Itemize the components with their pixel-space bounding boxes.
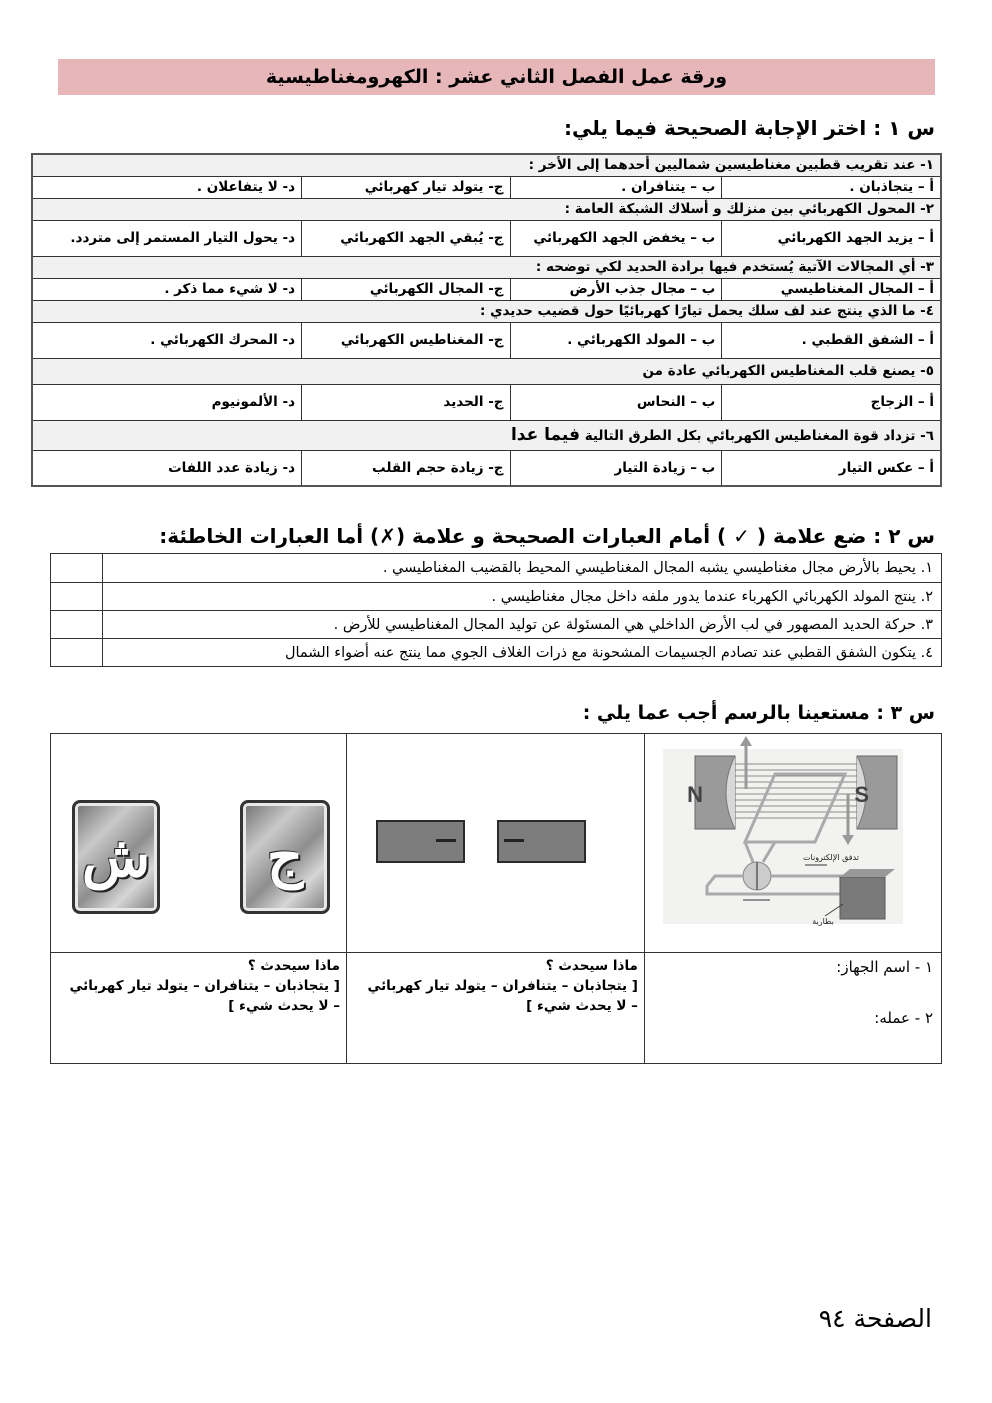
svg-text:N: N bbox=[687, 782, 703, 807]
answer-mark-cell[interactable] bbox=[51, 554, 103, 583]
option-d[interactable]: د- لا يتفاعلان . bbox=[32, 176, 302, 198]
option-d[interactable]: د- الألمونيوم bbox=[32, 384, 302, 420]
option-c[interactable]: ج- المجال الكهربائي bbox=[302, 278, 511, 300]
svg-text:تدفق الإلكترونات: تدفق الإلكترونات bbox=[802, 853, 859, 862]
letter-tile-jeem bbox=[240, 800, 330, 914]
option-b[interactable]: ب – مجال جذب الأرض bbox=[510, 278, 722, 300]
option-c[interactable]: ج- الحديد bbox=[302, 384, 511, 420]
option-d[interactable]: د- المحرك الكهربائي . bbox=[32, 322, 302, 358]
question-stem-row bbox=[32, 256, 941, 278]
option-b[interactable]: ب – زيادة التيار bbox=[510, 450, 722, 486]
electric-motor-diagram bbox=[645, 734, 941, 951]
choices-line-2: – لا يحدث شيء ] bbox=[228, 998, 340, 1014]
choices-line-1: [ يتجاذبان – يتنافران – يتولد تيار كهربائي bbox=[367, 978, 638, 994]
option-a[interactable]: أ – يزيد الجهد الكهربائي bbox=[722, 220, 941, 256]
option-d[interactable]: د- زيادة عدد اللفات bbox=[32, 450, 302, 486]
answer-row bbox=[51, 953, 942, 1064]
option-a[interactable]: أ – المجال المغناطيسي bbox=[722, 278, 941, 300]
device-function-prompt: ٢ - عمله: bbox=[874, 1009, 933, 1027]
question-stem-3: ٣- أي المجالات الآتية يُستخدم فيها برادة الحديد لكي توضحه : bbox=[32, 256, 941, 278]
option-d[interactable]: د- يحول التيار المستمر إلى متردد. bbox=[32, 220, 302, 256]
choices-line-1: [ يتجاذبان – يتنافران – يتولد تيار كهربائي bbox=[69, 978, 340, 994]
question-stem-row bbox=[32, 358, 941, 384]
options-row bbox=[32, 176, 941, 198]
question-stem-row bbox=[32, 420, 941, 450]
statement-row bbox=[51, 554, 942, 583]
question-stem-5: ٥- يصنع قلب المغناطيس الكهربائي عادة من bbox=[32, 358, 941, 384]
question-stem-6 bbox=[32, 420, 941, 450]
negative-pole-icon bbox=[504, 839, 524, 842]
options-row bbox=[32, 450, 941, 486]
question-stem-row bbox=[32, 300, 941, 322]
svg-text:S: S bbox=[854, 782, 869, 807]
option-b[interactable]: ب – يتنافران . bbox=[510, 176, 722, 198]
statement-row bbox=[51, 611, 942, 639]
option-a[interactable]: أ – الشفق القطبي . bbox=[722, 322, 941, 358]
what-happens-question: ماذا سيحدث ؟ bbox=[545, 958, 638, 974]
answer-mark-cell[interactable] bbox=[51, 583, 103, 611]
worksheet-title bbox=[58, 59, 935, 95]
q2-heading: س ٢ : ضع علامة ( ✓ ) أمام العبارات الصحيحة و علامة (✗) أما العبارات الخاطئة: bbox=[159, 524, 935, 548]
bar-magnet-left bbox=[376, 820, 465, 863]
answer-mark-cell[interactable] bbox=[51, 611, 103, 639]
motor-diagram-cell bbox=[644, 734, 941, 953]
question-stem-4: ٤- ما الذي ينتج عند لف سلك يحمل تيارًا كهربائيًا حول قضيب حديدي : bbox=[32, 300, 941, 322]
option-b[interactable]: ب – النحاس bbox=[510, 384, 722, 420]
bar-magnet-right bbox=[497, 820, 586, 863]
question-stem-2: ٢- المحول الكهربائي بين منزلك و أسلاك الشبكة العامة : bbox=[32, 198, 941, 220]
bar-magnets-cell bbox=[346, 734, 644, 953]
tile-letter: ش bbox=[81, 824, 151, 890]
question-stem-row bbox=[32, 154, 941, 176]
letter-tiles-cell bbox=[51, 734, 347, 953]
q3-diagram-table bbox=[50, 733, 942, 1064]
page-number: الصفحة ٩٤ bbox=[818, 1304, 932, 1333]
option-a[interactable]: أ – الزجاج bbox=[722, 384, 941, 420]
option-c[interactable]: ج- زيادة حجم القلب bbox=[302, 450, 511, 486]
option-a[interactable]: أ – يتجاذبان . bbox=[722, 176, 941, 198]
q1-heading: س ١ : اختر الإجابة الصحيحة فيما يلي: bbox=[563, 116, 935, 140]
answer-mark-cell[interactable] bbox=[51, 639, 103, 667]
svg-text:بطارية: بطارية bbox=[812, 917, 834, 926]
question-stem-6-emphasis: فيما عدا bbox=[510, 425, 580, 445]
statement-row bbox=[51, 583, 942, 611]
magnets-answer-cell[interactable] bbox=[346, 953, 644, 1064]
diagram-row bbox=[51, 734, 942, 953]
q3-heading: س ٣ : مستعينا بالرسم أجب عما يلي : bbox=[582, 702, 935, 724]
options-row bbox=[32, 384, 941, 420]
tiles-answer-cell[interactable] bbox=[51, 953, 347, 1064]
choices-line-2: – لا يحدث شيء ] bbox=[526, 998, 638, 1014]
negative-pole-icon bbox=[436, 839, 456, 842]
option-c[interactable]: ج- يتولد تيار كهربائي bbox=[302, 176, 511, 198]
options-row bbox=[32, 322, 941, 358]
what-happens-question: ماذا سيحدث ؟ bbox=[247, 958, 340, 974]
statement-text: ٤. يتكون الشفق القطبي عند تصادم الجسيمات المشحونة مع ذرات الغلاف الجوي مما ينتج عنه أضواء الشمال bbox=[103, 639, 942, 667]
option-c[interactable]: ج- يُبقي الجهد الكهربائي bbox=[302, 220, 511, 256]
options-row bbox=[32, 278, 941, 300]
question-stem-6-text: ٦- تزداد قوة المغناطيس الكهربائي بكل الطرق التالية bbox=[584, 428, 934, 444]
statement-text: ٣. حركة الحديد المصهور في لب الأرض الداخلي هي المسئولة عن توليد المجال المغناطيسي للأرض . bbox=[103, 611, 942, 639]
options-row bbox=[32, 220, 941, 256]
question-stem-1: ١- عند تقريب قطبين مغناطيسين شماليين أحدهما إلى الأخر : bbox=[32, 154, 941, 176]
option-a[interactable]: أ – عكس التيار bbox=[722, 450, 941, 486]
q2-true-false-table bbox=[50, 553, 942, 667]
option-b[interactable]: ب – يخفض الجهد الكهربائي bbox=[510, 220, 722, 256]
statement-text: ١. يحيط بالأرض مجال مغناطيسي يشبه المجال المغناطيسي المحيط بالقضيب المغناطيسي . bbox=[103, 554, 942, 583]
worksheet-title-text: ورقة عمل الفصل الثاني عشر : الكهرومغناطيسية bbox=[265, 66, 728, 88]
tile-letter: ج bbox=[266, 824, 304, 890]
device-answer-cell[interactable] bbox=[644, 953, 941, 1064]
statement-row bbox=[51, 639, 942, 667]
statement-text: ٢. ينتج المولد الكهربائي الكهرباء عندما يدور ملفه داخل مجال مغناطيسي . bbox=[103, 583, 942, 611]
option-d[interactable]: د- لا شيء مما ذكر . bbox=[32, 278, 302, 300]
question-stem-row bbox=[32, 198, 941, 220]
option-c[interactable]: ج- المغناطيس الكهربائي bbox=[302, 322, 511, 358]
device-name-prompt: ١ - اسم الجهاز: bbox=[836, 958, 933, 976]
q1-multiple-choice-table bbox=[31, 153, 942, 487]
option-b[interactable]: ب – المولد الكهربائي . bbox=[510, 322, 722, 358]
letter-tile-sheen bbox=[72, 800, 160, 914]
